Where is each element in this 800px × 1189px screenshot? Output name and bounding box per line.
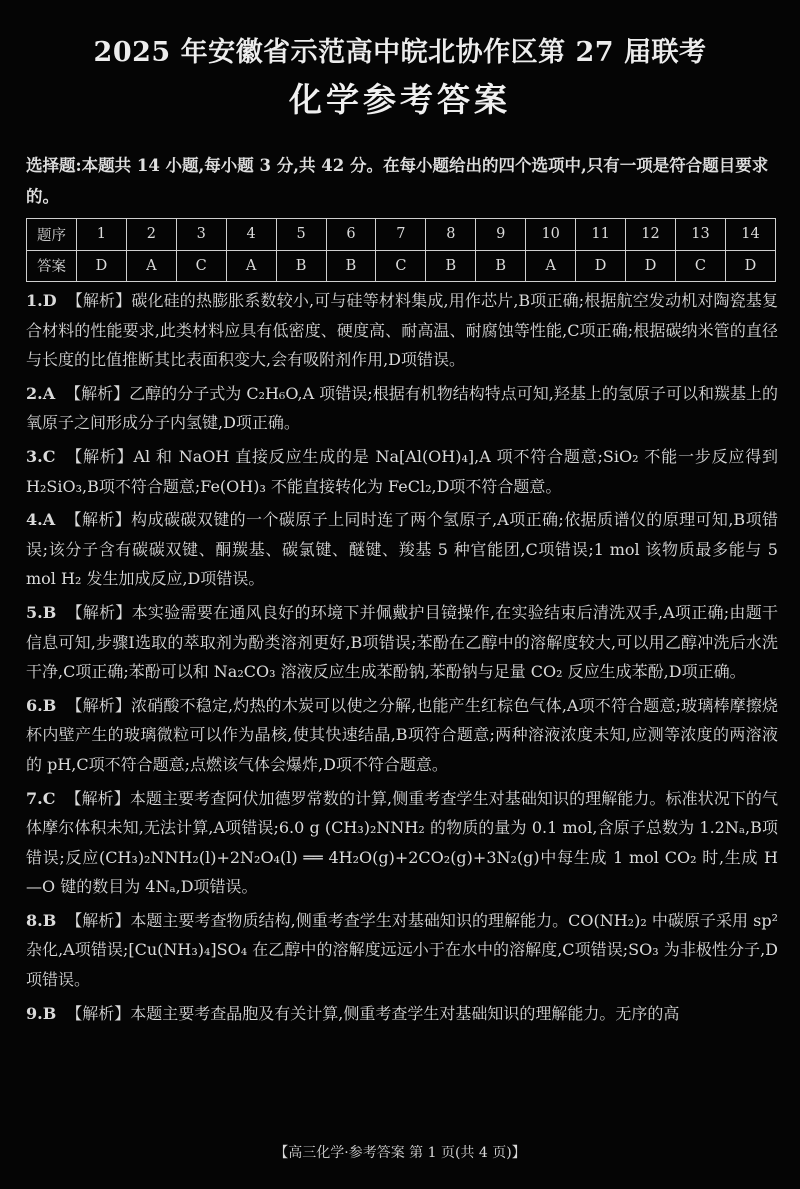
answer-cell: B <box>426 250 476 282</box>
question-number: 5 <box>276 219 326 251</box>
question-number: 1 <box>76 219 126 251</box>
answer-table <box>26 218 776 282</box>
item-text: 【解析】本题主要考查阿伏加德罗常数的计算,侧重考查学生对基础知识的理解能力。标准状况下的气体摩尔体积未知,无法计算,A项错误;6.0 g (CH₃)₂NNH₂ 的物质的量为 0.1 mol,含原子总数为 1.2Nₐ,B项错误;反应(CH₃)₂NNH₂(l)+2N₂O₄(l) ══ 4H₂O(g)+2CO₂(g)+3N₂(g)中每生成 1 mol CO₂ 时,生成 H—O 键的数目为 4Nₐ,D项错误。 <box>26 788 778 897</box>
item-answer: B <box>42 1003 57 1023</box>
item-number: 7. <box>26 788 43 808</box>
answer-cell: A <box>126 250 176 282</box>
question-number: 12 <box>626 219 676 251</box>
answer-cell: C <box>675 250 725 282</box>
item-answer: B <box>42 602 57 622</box>
explanation-item <box>26 784 778 902</box>
answer-cell: D <box>725 250 775 282</box>
item-text: 【解析】构成碳碳双键的一个碳原子上同时连了两个氢原子,A项正确;依据质谱仪的原理可知,B项错误;该分子含有碳碳双键、酮羰基、碳氯键、醚键、羧基 5 种官能团,C项错误;1 mol 该物质最多能与 5 mol H₂ 发生加成反应,D项错误。 <box>26 510 778 589</box>
item-answer: C <box>42 446 56 466</box>
item-answer: C <box>42 788 56 808</box>
item-text: 【解析】碳化硅的热膨胀系数较小,可与硅等材料集成,用作芯片,B项正确;根据航空发动机对陶瓷基复合材料的性能要求,此类材料应具有低密度、硬度高、耐高温、耐腐蚀等性能,C项正确;根据碳纳米管的直径与长度的比值推断其比表面积变大,会有吸附剂作用,D项错误。 <box>26 291 778 370</box>
item-text: 【解析】本实验需要在通风良好的环境下并佩戴护目镜操作,在实验结束后清洗双手,A项正确;由题干信息可知,步骤Ⅰ选取的萃取剂为酚类溶剂更好,B项错误;苯酚在乙醇中的溶解度较大,可以用乙醇冲洗后水洗干净,C项正确;苯酚可以和 Na₂CO₃ 溶液反应生成苯酚钠,苯酚钠与足量 CO₂ 反应生成苯酚,D项正确。 <box>26 602 778 682</box>
question-number: 14 <box>725 219 775 251</box>
explanation-item <box>26 442 778 501</box>
item-text: 【解析】浓硝酸不稳定,灼热的木炭可以使之分解,也能产生红棕色气体,A项不符合题意;玻璃棒摩擦烧杯内壁产生的玻璃微粒可以作为晶核,使其快速结晶,B项符合题意;两种溶液浓度未知,应测等浓度的两溶液的 pH,C项不符合题意;点燃该气体会爆炸,D项不符合题意。 <box>26 695 778 774</box>
explanation-item <box>26 598 778 687</box>
answer-cell: B <box>326 250 376 282</box>
item-answer: D <box>42 291 57 310</box>
explanation-item <box>26 999 778 1029</box>
item-text: 【解析】本题主要考查晶胞及有关计算,侧重考查学生对基础知识的理解能力。无序的高 <box>66 1003 680 1023</box>
item-number: 4. <box>26 510 43 530</box>
question-number: 6 <box>326 219 376 251</box>
answer-row <box>27 250 776 282</box>
answer-cell: D <box>626 250 676 282</box>
explanation-list <box>26 286 778 1032</box>
explanation-item <box>26 906 778 995</box>
section-intro: 选择题:本题共 14 小题,每小题 3 分,共 42 分。在每小题给出的四个选项中,只有一项是符合题目要求的。 <box>26 156 769 206</box>
row-label-answer: 答案 <box>27 250 77 282</box>
question-number-row <box>27 219 776 251</box>
question-number: 10 <box>526 219 576 251</box>
question-number: 13 <box>675 219 725 251</box>
item-number: 8. <box>26 910 43 930</box>
question-number: 7 <box>376 219 426 251</box>
question-number: 11 <box>576 219 626 251</box>
item-number: 5. <box>26 602 43 622</box>
answer-cell: C <box>176 250 226 282</box>
item-answer: B <box>42 695 57 715</box>
answer-cell: D <box>576 250 626 282</box>
answer-cell: A <box>226 250 276 282</box>
exam-title: 2025 年安徽省示范高中皖北协作区第 27 届联考 <box>93 37 707 68</box>
explanation-item <box>26 505 778 594</box>
question-number: 4 <box>226 219 276 251</box>
question-number: 2 <box>126 219 176 251</box>
answer-cell: B <box>276 250 326 282</box>
explanation-item <box>26 691 778 780</box>
item-number: 3. <box>26 446 43 466</box>
item-number: 9. <box>26 1003 43 1023</box>
item-text: 【解析】乙醇的分子式为 C₂H₆O,A 项错误;根据有机物结构特点可知,羟基上的氢原子可以和羰基上的氧原子之间形成分子内氢键,D项正确。 <box>26 383 778 433</box>
question-number: 8 <box>426 219 476 251</box>
question-number: 9 <box>476 219 526 251</box>
item-number: 2. <box>26 383 43 403</box>
answer-cell: B <box>476 250 526 282</box>
item-answer: B <box>42 910 57 930</box>
question-number: 3 <box>176 219 226 251</box>
item-text: 【解析】Al 和 NaOH 直接反应生成的是 Na[Al(OH)₄],A 项不符合题意;SiO₂ 不能一步反应得到 H₂SiO₃,B项不符合题意;Fe(OH)₃ 不能直接转化为 FeCl₂,D项不符合题意。 <box>26 446 778 496</box>
item-answer: A <box>42 510 56 530</box>
row-label-question: 题序 <box>27 219 77 251</box>
subject-title: 化学参考答案 <box>289 80 511 119</box>
item-text: 【解析】本题主要考查物质结构,侧重考查学生对基础知识的理解能力。CO(NH₂)₂ 中碳原子采用 sp² 杂化,A项错误;[Cu(NH₃)₄]SO₄ 在乙醇中的溶解度远远小于在水中的溶解度,C项错误;SO₃ 为非极性分子,D项错误。 <box>26 910 778 990</box>
item-number: 6. <box>26 695 43 715</box>
answer-cell: A <box>526 250 576 282</box>
item-number: 1. <box>26 291 43 310</box>
item-answer: A <box>42 383 56 403</box>
explanation-item <box>26 379 778 438</box>
answer-cell: D <box>76 250 126 282</box>
page-footer: 【高三化学·参考答案 第 1 页(共 4 页)】 <box>274 1145 526 1161</box>
explanation-item <box>26 286 778 375</box>
answer-cell: C <box>376 250 426 282</box>
